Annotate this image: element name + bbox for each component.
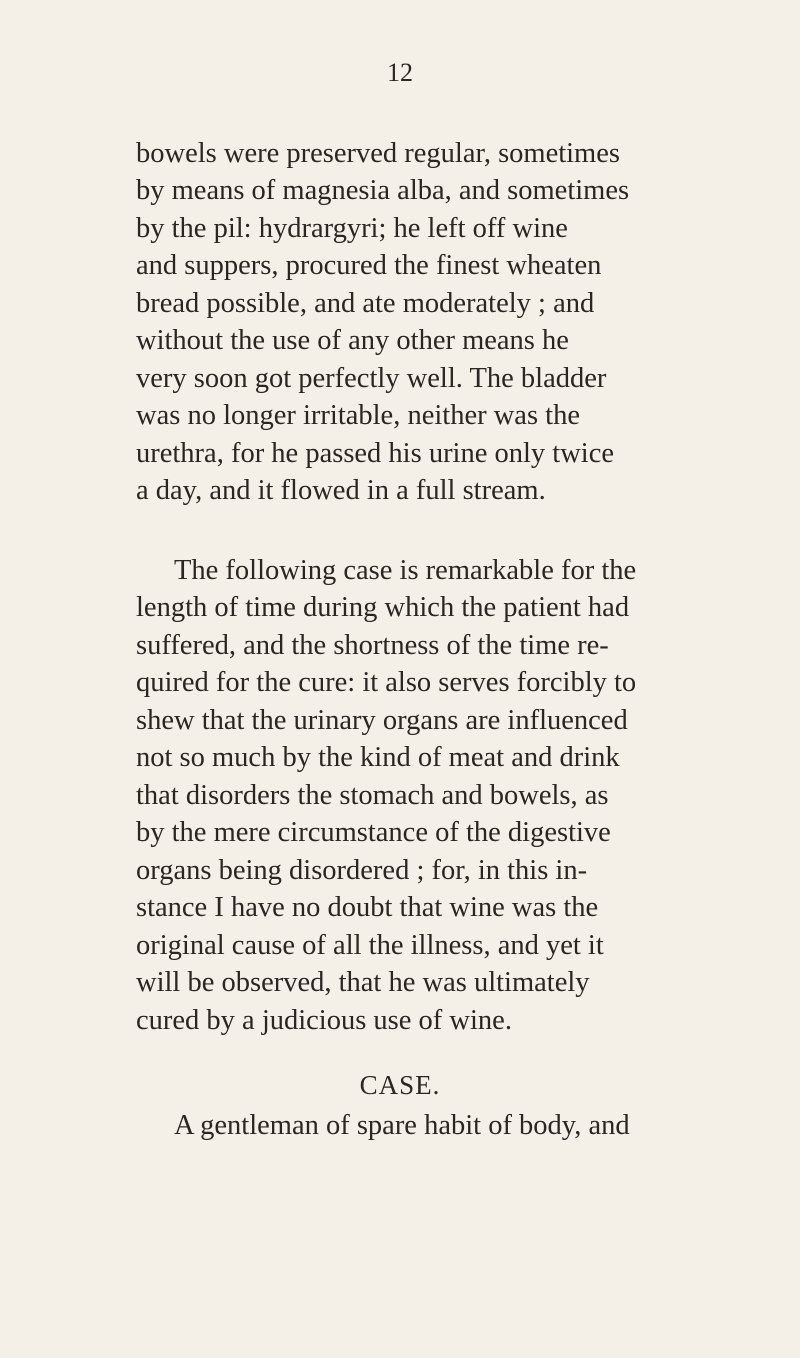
text-line: a day, and it flowed in a full stream. [136,475,546,506]
text-line: The following case is remarkable for the [174,555,637,586]
text-line: by means of magnesia alba, and sometimes [136,175,630,206]
text-line: was no longer irritable, neither was the [136,400,580,431]
text-line: cured by a judicious use of wine. [136,1005,512,1036]
page-number: 12 [387,58,413,87]
text-line: bowels were preserved regular, sometimes [136,138,620,169]
text-line: length of time during which the patient had [136,592,630,623]
text-line: shew that the urinary organs are influenced [136,705,628,736]
text-line: by the pil: hydrargyri; he left off wine [136,213,568,244]
text-line: stance I have no doubt that wine was the [136,892,599,923]
text-line: without the use of any other means he [136,325,569,356]
text-line: will be observed, that he was ultimately [136,967,590,998]
text-line: quired for the cure: it also serves forcibly to [136,667,637,698]
text-line: organs being disordered ; for, in this in- [136,855,588,886]
text-line: very soon got perfectly well. The bladder [136,363,607,394]
text-line: and suppers, procured the finest wheaten [136,250,602,281]
text-line: suffered, and the shortness of the time re- [136,630,609,661]
section-heading: CASE. [359,1070,441,1100]
text-line: by the mere circumstance of the digestive [136,817,611,848]
text-line: not so much by the kind of meat and drink [136,742,620,773]
text-line: A gentleman of spare habit of body, and [174,1110,630,1141]
text-line: that disorders the stomach and bowels, as [136,780,609,811]
text-line: urethra, for he passed his urine only twice [136,438,615,469]
text-line: bread possible, and ate moderately ; and [136,288,595,319]
text-line: original cause of all the illness, and yet it [136,930,604,961]
